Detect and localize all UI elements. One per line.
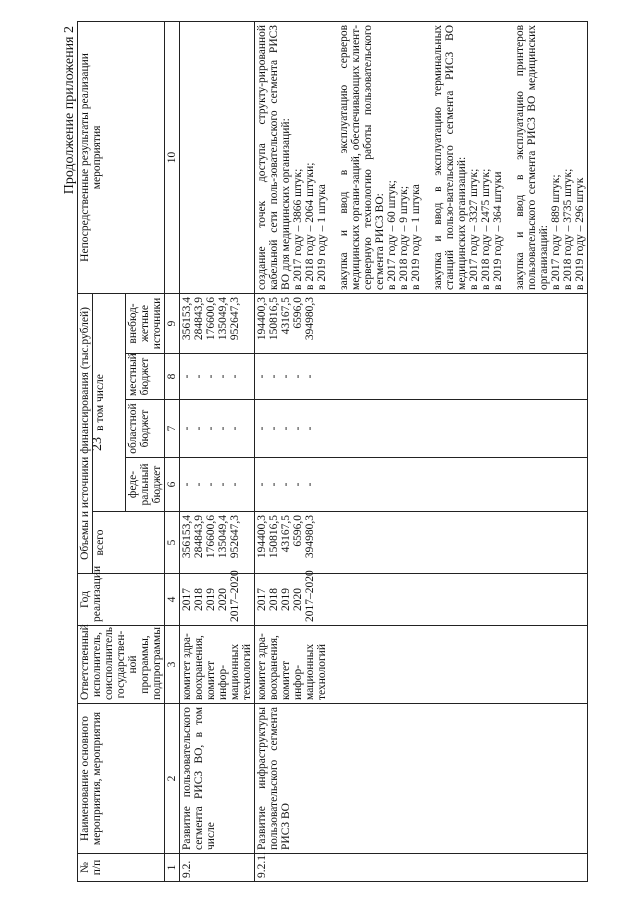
result-text: закупка и ввод в эксплуатацию принтеров пользовательского сегмента РИСЗ ВО медицинских организаций: (514, 24, 550, 290)
federal-value: - (292, 482, 304, 487)
local-value-cell (255, 354, 588, 400)
local-value: - (256, 374, 268, 379)
table-body (180, 21, 588, 881)
regional-value-cell (180, 400, 255, 458)
local-value: - (268, 374, 280, 379)
total-value: 194400,3 (256, 515, 268, 559)
result-item: в 2018 году – 9 штук; (398, 185, 410, 290)
header-including: в том числе (93, 293, 126, 511)
appendix-table (77, 21, 588, 882)
column-number: 9 (165, 293, 180, 353)
result-text: закупка и ввод в эксплуатацию серверов медицинских органи-заций, обеспечивающих клиент-серверную технологию работы пользовательского сегмента РИСЗ ВО: (338, 24, 386, 290)
column-number: 3 (165, 626, 180, 704)
offbudget-value: 194400,3 (256, 296, 268, 341)
result-item: в 2017 году – 889 штук; (550, 174, 562, 290)
regional-value-cell (255, 400, 588, 458)
column-number: 2 (165, 704, 180, 854)
year-value-cell (180, 570, 255, 626)
year-value-cell (255, 570, 588, 626)
result-item: в 2019 году – 1 штука (410, 184, 422, 290)
row-number: 9.2.1. (255, 854, 588, 882)
result-item: в 2017 году – 3327 штук; (468, 168, 480, 290)
header-executor: Ответственный исполнитель, соисполнитель государствен-ной программы, подпрограммы (78, 626, 165, 704)
result-item: в 2019 году – 1 штука (316, 184, 328, 290)
year-value: 2020 (292, 588, 304, 611)
regional-value: - (193, 426, 205, 431)
row-number: 9.2. (180, 854, 255, 882)
local-value: - (205, 374, 217, 379)
local-value: - (217, 374, 229, 379)
header-total: всего (93, 512, 165, 574)
result-block (256, 25, 328, 290)
regional-value: - (304, 426, 316, 431)
result-item: в 2019 году – 296 штук (574, 177, 586, 290)
local-value: - (181, 374, 193, 379)
responsible-executor: комитет здра-воохранения, комитет инфор-мационных технологий (180, 626, 255, 704)
offbudget-value-cell (255, 293, 588, 353)
column-number: 6 (165, 458, 180, 512)
total-value: 135049,4 (217, 515, 229, 559)
regional-value: - (181, 426, 193, 431)
column-number-row (165, 21, 180, 881)
page-number: 23 (90, 437, 105, 451)
result-item: в 2019 году – 364 штуки (492, 171, 504, 290)
local-value: - (304, 374, 316, 379)
federal-value: - (304, 482, 316, 487)
year-value: 2020 (217, 588, 229, 611)
column-number: 10 (165, 21, 180, 293)
local-value: - (229, 374, 241, 379)
year-value: 2017 (181, 588, 193, 611)
year-value: 2017–2020 (304, 570, 316, 622)
header-offbudget: внебюд-жетные источники (126, 293, 165, 353)
column-number: 8 (165, 354, 180, 400)
local-value: - (193, 374, 205, 379)
year-value: 2018 (193, 588, 205, 611)
offbudget-value-cell (180, 293, 255, 353)
regional-value: - (292, 426, 304, 431)
result-block (432, 25, 504, 290)
regional-value: - (205, 426, 217, 431)
total-value: 150816,5 (268, 515, 280, 559)
offbudget-value: 6596,0 (292, 296, 304, 329)
total-value: 952647,3 (229, 515, 241, 559)
result-block (338, 25, 422, 290)
result-item: в 2017 году – 60 штук; (386, 180, 398, 290)
offbudget-value: 952647,3 (229, 296, 241, 341)
results-cell (255, 21, 588, 293)
offbudget-value: 176600,6 (205, 296, 217, 341)
year-value: 2017 (256, 588, 268, 611)
regional-value: - (268, 426, 280, 431)
federal-value: - (229, 482, 241, 487)
header-year: Год реализации (78, 574, 165, 626)
rotated-page-content (62, 22, 586, 882)
year-value: 2019 (205, 588, 217, 611)
regional-value: - (256, 426, 268, 431)
header-regional: областной бюджет (126, 400, 165, 458)
table-row (255, 21, 588, 881)
offbudget-value: 135049,4 (217, 296, 229, 341)
local-value: - (292, 374, 304, 379)
header-num: № п/п (78, 854, 165, 882)
year-value: 2019 (280, 588, 292, 611)
header-local: местный бюджет (126, 354, 165, 400)
regional-value: - (229, 426, 241, 431)
federal-value-cell (255, 458, 588, 512)
header-name: Наименование основного мероприятия, мероприятия (78, 704, 165, 854)
total-value: 176600,6 (205, 515, 217, 559)
header-funding: Объемы и источники финансирования (тыс.рублей) (78, 293, 93, 573)
result-block (514, 25, 586, 290)
year-value: 2018 (268, 588, 280, 611)
column-number: 4 (165, 574, 180, 626)
result-text: создание точек доступа структу-рированной кабельной сети поль-зовательского сегмента РИСЗ ВО для медицинских организаций: (256, 24, 292, 290)
federal-value-cell (180, 458, 255, 512)
header-federal: феде-ральный бюджет (126, 458, 165, 512)
offbudget-value: 43167,5 (280, 296, 292, 335)
result-item: в 2018 году – 2064 штуки; (304, 162, 316, 290)
federal-value: - (181, 482, 193, 487)
total-value: 394980,3 (304, 515, 316, 559)
activity-name: Развитие инфраструктуры пользовательского сегмента РИСЗ ВО (255, 704, 588, 854)
result-item: в 2018 году – 3735 штук; (562, 168, 574, 290)
federal-value: - (268, 482, 280, 487)
total-value-cell (255, 512, 588, 574)
total-value-cell (180, 512, 255, 574)
offbudget-value: 284843,9 (193, 296, 205, 341)
local-value-cell (180, 354, 255, 400)
federal-value: - (217, 482, 229, 487)
activity-name: Развитие пользовательского сегмента РИСЗ ВО, в том числе (180, 704, 255, 854)
responsible-executor: комитет здра-воохранения, комитет инфор-мационных технологий (255, 626, 588, 704)
results-cell (180, 21, 255, 293)
year-value: 2017–2020 (229, 570, 241, 622)
result-item: в 2017 году – 3866 штук; (292, 168, 304, 290)
federal-value: - (193, 482, 205, 487)
federal-value: - (256, 482, 268, 487)
federal-value: - (280, 482, 292, 487)
continuation-note: Продолжение приложения 2 (62, 26, 77, 195)
offbudget-value: 150816,5 (268, 296, 280, 341)
total-value: 43167,5 (280, 515, 292, 553)
column-number: 1 (165, 854, 180, 882)
table-row (180, 21, 255, 881)
result-text: закупка и ввод в эксплуатацию терминальных станций пользо-вательского сегмента РИСЗ ВО медицинских организаций: (432, 24, 468, 290)
column-number: 5 (165, 512, 180, 574)
column-number: 7 (165, 400, 180, 458)
local-value: - (280, 374, 292, 379)
result-item: в 2018 году – 2475 штук; (480, 168, 492, 290)
regional-value: - (217, 426, 229, 431)
offbudget-value: 394980,3 (304, 296, 316, 341)
total-value: 6596,0 (292, 515, 304, 547)
offbudget-value: 356153,4 (181, 296, 193, 341)
total-value: 284843,9 (193, 515, 205, 559)
header-results: Непосредственные результаты реализации мероприятия (78, 21, 165, 293)
federal-value: - (205, 482, 217, 487)
total-value: 356153,4 (181, 515, 193, 559)
regional-value: - (280, 426, 292, 431)
